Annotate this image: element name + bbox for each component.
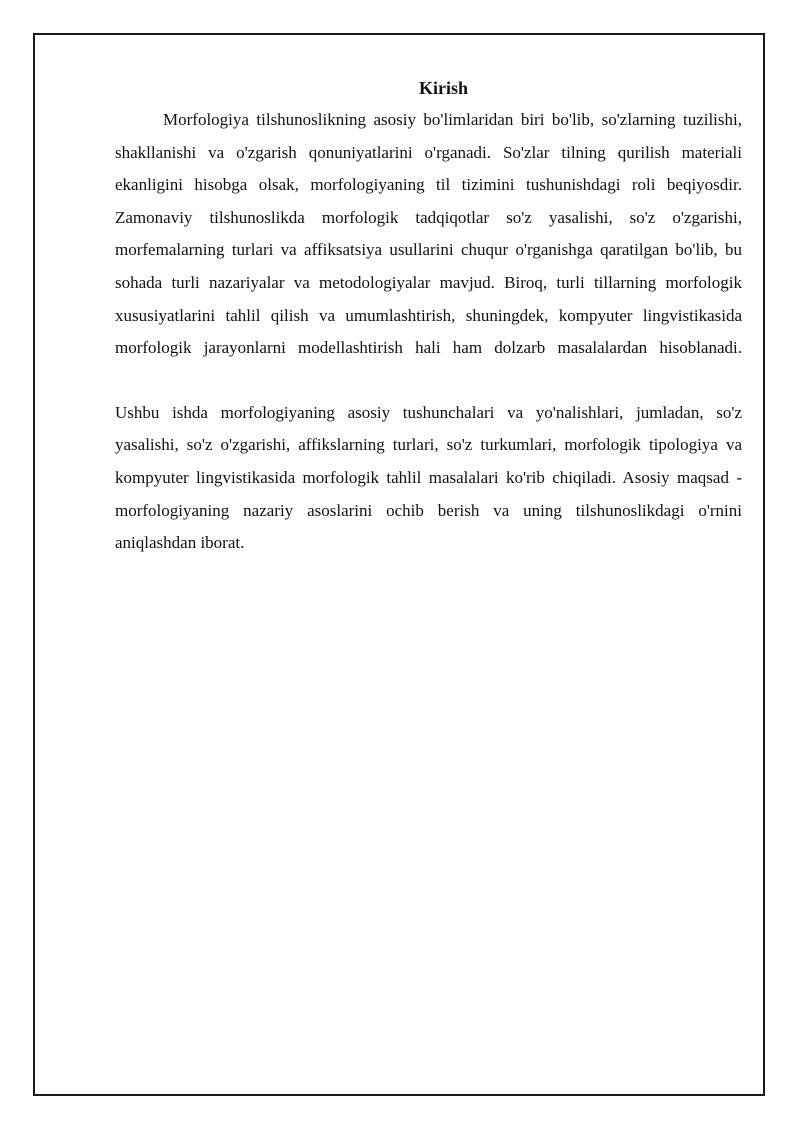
- intro-paragraph: Morfologiya tilshunoslikning asosiy bo'limlaridan biri bo'lib, so'zlarning tuzilishi, shakllanishi va o'zgarish qonuniyatlarini o'rganadi. So'zlar tilning qurilish materiali ekanligini hisobga olsak, morfologiyaning til tizimini tushunishdagi roli beqiyosdir. Zamonaviy tilshunoslikda morfologik tadqiqotlar so'z yasalishi, so'z o'zgarishi, morfemalarning turlari va affiksatsiya usullarini chuqur o'rganishga qaratilgan bo'lib, bu sohada turli nazariyalar va metodologiyalar mavjud. Biroq, turli tillarning morfologik xususiyatlarini tahlil qilish va umumlashtirish, shuningdek, kompyuter lingvistikasida morfologik jarayonlarni modellashtirish hali ham dolzarb masalalardan hisoblanadi.: [115, 110, 742, 358]
- document-body: [115, 74, 742, 560]
- document-title: Kirish: [418, 78, 468, 98]
- aim-paragraph: Ushbu ishda morfologiyaning asosiy tushunchalari va yo'nalishlari, jumladan, so'z yasalishi, so'z o'zgarishi, affikslarning turlari, so'z turkumlari, morfologik tipologiya va kompyuter lingvistikasida morfologik tahlil masalalari ko'rib chiqiladi. Asosiy maqsad - morfologiyaning nazariy asoslarini ochib berish va uning tilshunoslikdagi o'rnini aniqlashdan iborat.: [115, 402, 742, 553]
